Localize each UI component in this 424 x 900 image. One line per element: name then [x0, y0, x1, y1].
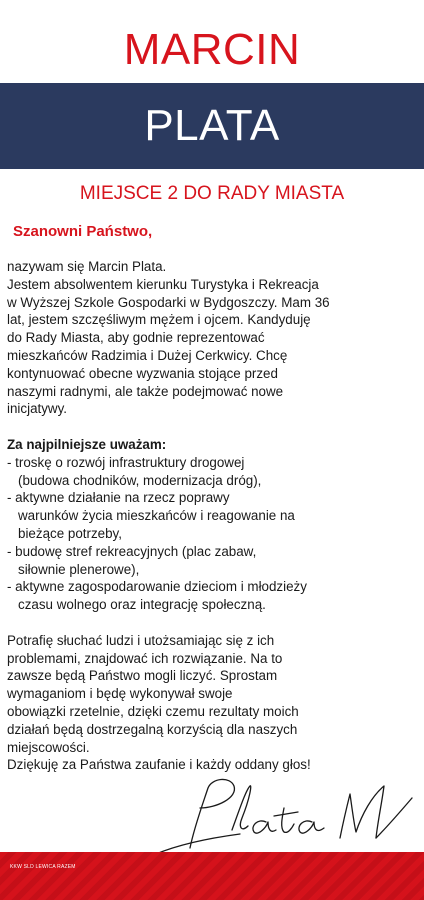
priority-line: siłownie plenerowe),	[18, 561, 140, 577]
handwritten-signature	[150, 768, 420, 858]
closing-line: Dziękuję za Państwa zaufanie i każdy oddany głos!	[7, 757, 311, 773]
intro-paragraph	[7, 258, 417, 418]
paragraph-gap	[7, 418, 417, 436]
list-position-subtitle: MIEJSCE 2 DO RADY MIASTA	[79, 183, 345, 204]
closing-paragraph	[7, 632, 417, 774]
intro-line: naszymi radnymi, ale także podejmować nowe	[7, 383, 284, 399]
intro-line: lat, jestem szczęśliwym mężem i ojcem. Kandyduję	[7, 312, 311, 328]
priority-line: - aktywne działanie na rzecz poprawy	[7, 490, 230, 506]
closing-line: miejscowości.	[7, 739, 90, 755]
letter-body	[7, 258, 417, 774]
priority-line: bieżące potrzeby,	[18, 525, 122, 541]
intro-line: do Rady Miasta, aby godnie reprezentować	[7, 330, 265, 346]
intro-line: w Wyższej Szkole Gospodarki w Bydgoszczy. Mam 36	[7, 294, 330, 310]
closing-line: obowiązki rzetelnie, dzięki czemu rezultaty moich	[7, 703, 299, 719]
priorities-section	[7, 436, 417, 614]
committee-label: KKW SLD LEWICA RAZEM	[10, 864, 76, 870]
closing-line: Potrafię słuchać ludzi i utożsamiając się z ich	[7, 632, 275, 648]
priority-line: - aktywne zagospodarowanie dzieciom i młodzieży	[7, 579, 307, 595]
priorities-heading: Za najpilniejsze uważam:	[7, 436, 167, 452]
closing-line: problemami, znajdować ich rozwiązanie. Na to	[7, 650, 283, 666]
closing-line: zawsze będą Państwo mogli liczyć. Sprostam	[7, 668, 278, 684]
priority-line: warunków życia mieszkańców i reagowanie na	[18, 508, 295, 524]
intro-line: inicjatywy.	[7, 401, 68, 417]
priority-line: (budowa chodników, modernizacja dróg),	[18, 472, 262, 488]
candidate-last-name: PLATA	[144, 101, 280, 150]
intro-line: Jestem absolwentem kierunku Turystyka i Rekreacja	[7, 276, 319, 292]
salutation: Szanowni Państwo,	[13, 223, 153, 240]
priority-line: czasu wolnego oraz integrację społeczną.	[18, 597, 266, 613]
closing-line: działań będą dostrzegalną korzyścią dla naszych	[7, 721, 298, 737]
intro-line: mieszkańców Radzimia i Dużej Cerkwicy. Chcę	[7, 347, 288, 363]
name-band	[0, 83, 424, 169]
footer-band	[0, 852, 424, 900]
candidate-first-name: MARCIN	[123, 25, 301, 74]
priority-line: - budowę stref rekreacyjnych (plac zabaw,	[7, 543, 257, 559]
intro-line: nazywam się Marcin Plata.	[7, 259, 167, 274]
closing-line: wymaganiom i będę wykonywał swoje	[7, 686, 233, 702]
paragraph-gap	[7, 614, 417, 632]
priority-line: - troskę o rozwój infrastruktury drogowej	[7, 454, 245, 470]
intro-line: kontynuować obecne wyzwania stojące przed	[7, 365, 278, 381]
